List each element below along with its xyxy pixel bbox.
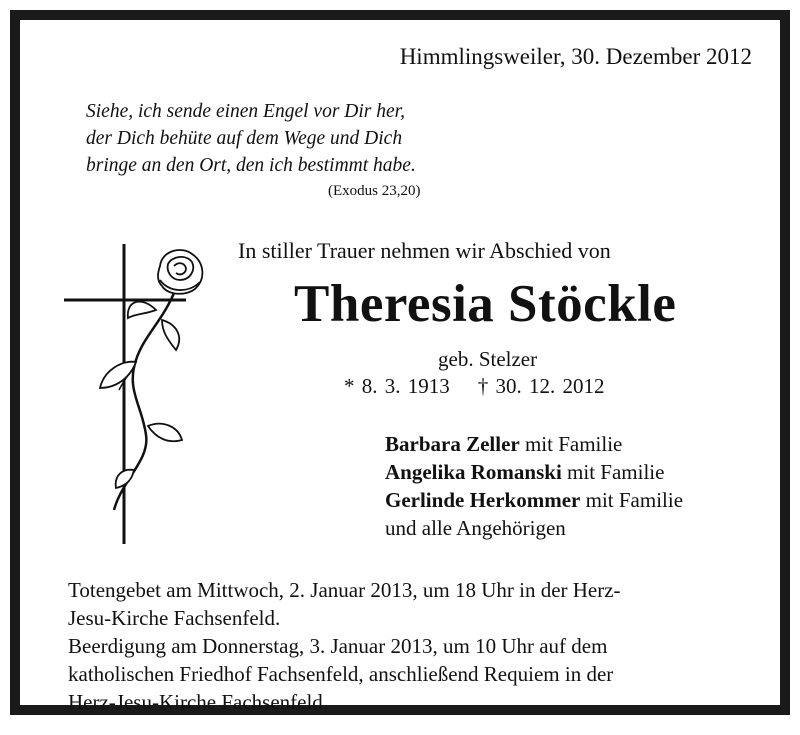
mourner-name: Gerlinde Herkommer (385, 488, 581, 512)
mourners-list (385, 430, 683, 542)
arrangement-line: Herz-Jesu-Kirche Fachsenfeld. (68, 690, 329, 714)
verse-line: der Dich behüte auf dem Wege und Dich (86, 128, 403, 149)
obituary-frame (10, 10, 790, 715)
birth-date: * 8. 3. 1913 (344, 374, 450, 398)
arrangement-line: Beerdigung am Donnerstag, 3. Januar 2013, um 10 Uhr auf dem (68, 634, 608, 658)
deceased-name: Theresia Stöckle (294, 275, 677, 333)
arrangement-line: Jesu-Kirche Fachsenfeld. (68, 606, 281, 630)
mourner-suffix: mit Familie (524, 432, 623, 456)
verse-reference: (Exodus 23,20) (328, 183, 421, 199)
mourner-suffix: mit Familie (585, 488, 684, 512)
mourners-closing: und alle Angehörigen (385, 516, 566, 540)
place-date: Himmlingsweiler, 30. Dezember 2012 (399, 44, 752, 69)
mourner-line (385, 486, 683, 514)
mourner-name: Barbara Zeller (385, 432, 520, 456)
mourner-line (385, 430, 683, 458)
mourner-suffix: mit Familie (567, 460, 665, 484)
arrangement-line: katholischen Friedhof Fachsenfeld, anschließend Requiem in der (68, 662, 614, 686)
arrangement-line: Totengebet am Mittwoch, 2. Januar 2013, um 18 Uhr in der Herz- (68, 578, 621, 602)
intro-text: In stiller Trauer nehmen wir Abschied von (238, 238, 611, 263)
maiden-name: geb. Stelzer (438, 347, 538, 371)
death-date: † 30. 12. 2012 (477, 374, 605, 398)
verse-line: Siehe, ich sende einen Engel vor Dir her, (86, 101, 405, 122)
verse-line: bringe an den Ort, den ich bestimmt habe. (86, 155, 416, 176)
mourner-name: Angelika Romanski (385, 460, 562, 484)
bible-verse (86, 98, 416, 179)
funeral-arrangements (68, 576, 752, 716)
mourner-line (385, 458, 683, 486)
life-dates (344, 374, 605, 399)
cross-with-rose-icon (64, 240, 214, 550)
